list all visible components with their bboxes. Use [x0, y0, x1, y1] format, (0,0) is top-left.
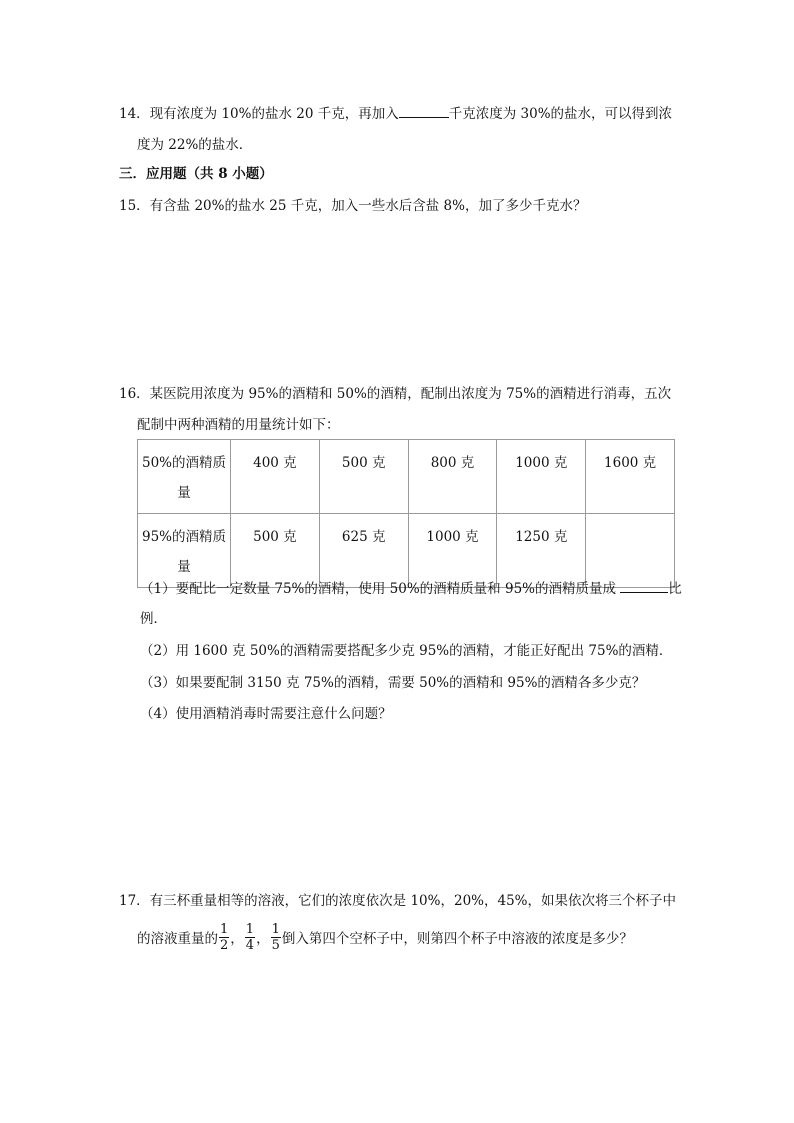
q14-text-after-blank: 千克浓度为 30%的盐水，可以得到浓 — [448, 106, 673, 122]
fraction-one-fifth: $\frac{1}{5}$ — [271, 922, 280, 953]
q16-sub2: （2）用 1600 克 50%的酒精需要搭配多少克 95%的酒精，才能正好配出 75%的酒精． — [140, 643, 673, 659]
q17-line2 — [137, 922, 633, 956]
q17-text-after-fractions: 倒入第四个空杯子中，则第四个杯子中溶液的浓度是多少？ — [281, 931, 633, 947]
table-cell: 1600 克 — [586, 440, 675, 514]
q16-sub4: （4）使用酒精消毒时需要注意什么问题？ — [140, 706, 392, 722]
fraction-separator: ， — [256, 931, 270, 947]
q16-line2: 配制中两种酒精的用量统计如下： — [137, 417, 340, 433]
fraction-one-half: $\frac{1}{2}$ — [220, 922, 229, 953]
q17-text-before-fractions: 的溶液重量的 — [137, 931, 218, 947]
fraction-one-quarter: $\frac{1}{4}$ — [245, 922, 255, 953]
q14-text-before-blank: 14．现有浓度为 10%的盐水 20 千克，再加入 — [119, 106, 399, 122]
q14-line1 — [119, 103, 672, 124]
q16-sub1-answer-blank[interactable] — [620, 578, 668, 593]
row-header: 50%的酒精质量 — [138, 440, 231, 514]
q16-line1: 16．某医院用浓度为 95%的酒精和 50%的酒精，配制出浓度为 75%的酒精进行消毒，五次 — [119, 386, 672, 402]
q16-sub1-line2: 例． — [140, 611, 167, 627]
q15-text: 15．有含盐 20%的盐水 25 千克，加入一些水后含盐 8%，加了多少千克水？ — [119, 198, 587, 214]
q16-sub1-text-after-blank: 比 — [668, 581, 682, 597]
q17-line1: 17．有三杯重量相等的溶液，它们的浓度依次是 10%，20%，45%，如果依次将三个杯子中 — [119, 893, 676, 909]
row-header: 95%的酒精质量 — [138, 514, 231, 588]
table-cell-empty[interactable] — [586, 514, 675, 588]
table-cell: 800 克 — [408, 440, 497, 514]
q16-sub3: （3）如果要配制 3150 克 75%的酒精，需要 50%的酒精和 95%的酒精各多少克？ — [140, 675, 646, 691]
table-row — [138, 514, 675, 588]
table-cell: 1250 克 — [497, 514, 586, 588]
table-cell: 400 克 — [231, 440, 320, 514]
table-cell: 1000 克 — [497, 440, 586, 514]
table-cell: 1000 克 — [408, 514, 497, 588]
usage-table — [137, 439, 675, 588]
table-cell: 625 克 — [319, 514, 408, 588]
table-cell: 500 克 — [319, 440, 408, 514]
q14-answer-blank[interactable] — [399, 103, 449, 118]
q14-line2: 度为 22%的盐水． — [137, 137, 253, 153]
table-row — [138, 440, 675, 514]
table-cell: 500 克 — [231, 514, 320, 588]
q16-sub1-line1 — [140, 578, 682, 599]
section-heading: 三．应用题（共 8 小题） — [119, 166, 273, 182]
q16-sub1-text-before-blank: （1）要配比一定数量 75%的酒精，使用 50%的酒精质量和 95%的酒精质量成 — [140, 581, 616, 597]
fraction-separator: ， — [230, 931, 244, 947]
